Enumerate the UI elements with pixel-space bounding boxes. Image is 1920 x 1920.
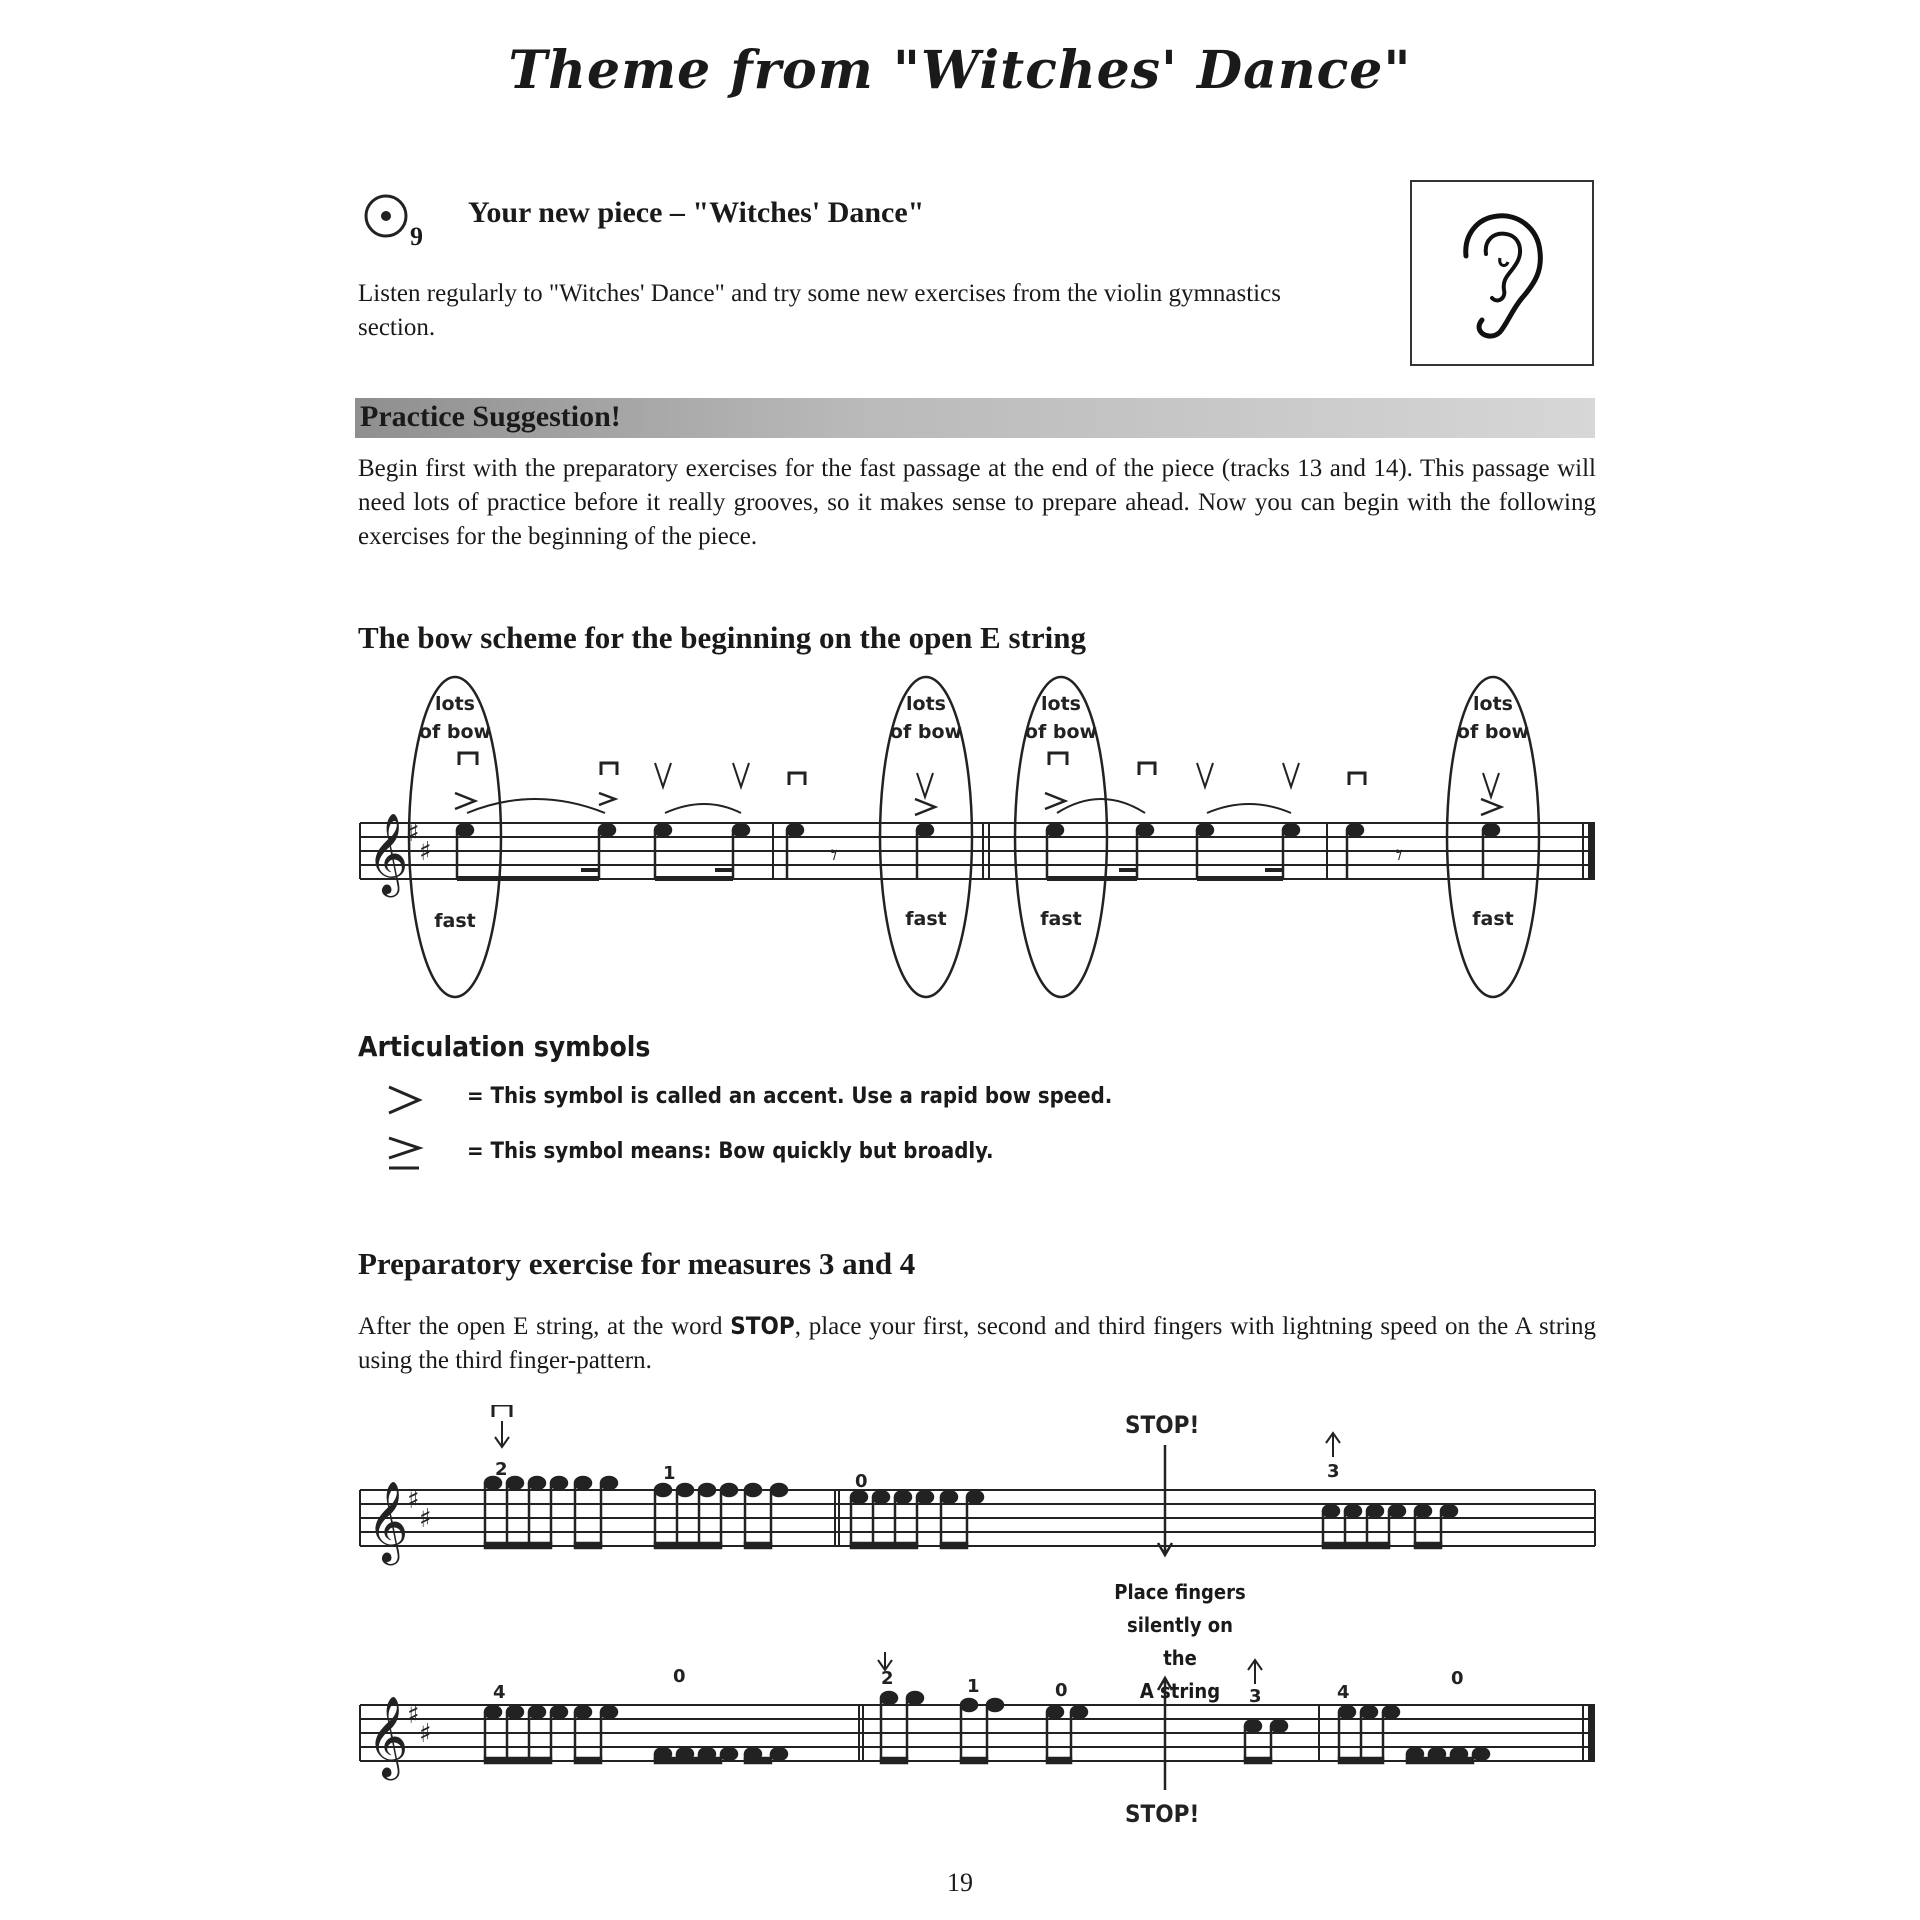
preparatory-text: After the open E string, at the word STOP, place your first, second and third fingers with lightning speed on the A string using the third finger-pattern. xyxy=(358,1312,1596,1374)
note-head xyxy=(551,1706,567,1718)
broad-accent-description: = This symbol means: Bow quickly but broadly. xyxy=(467,1139,994,1164)
note-head xyxy=(1047,1706,1063,1718)
track-number: 9 xyxy=(410,222,423,251)
broad-accent-icon xyxy=(385,1134,425,1174)
note-head xyxy=(507,1477,523,1489)
preparatory-heading: Preparatory exercise for measures 3 and 4 xyxy=(358,1246,916,1281)
note-beam xyxy=(575,1758,601,1763)
note-beam xyxy=(851,1543,917,1548)
oval-label-bottom: fast xyxy=(434,910,476,932)
oval-label-top: of bow xyxy=(1024,721,1098,743)
exercise-staff-1 xyxy=(355,1405,1605,1580)
note-head xyxy=(987,1699,1003,1711)
note-beam xyxy=(655,1758,721,1763)
practice-heading: Practice Suggestion! xyxy=(360,400,621,433)
svg-text:♯: ♯ xyxy=(407,1700,420,1730)
svg-text:♯: ♯ xyxy=(407,1485,420,1515)
treble-clef: 𝄞 xyxy=(367,812,409,894)
note-head xyxy=(485,1706,501,1718)
oval-label-top: of bow xyxy=(418,721,492,743)
note-head xyxy=(1415,1505,1431,1517)
fingering: 4 xyxy=(1337,1682,1350,1703)
fingering: 1 xyxy=(967,1676,980,1697)
exercise-staff-2 xyxy=(355,1640,1605,1840)
note-beam xyxy=(745,1758,771,1763)
svg-text:𝄞: 𝄞 xyxy=(367,1695,409,1777)
note-head xyxy=(881,1692,897,1704)
ear-icon xyxy=(1412,182,1592,364)
svg-text:𝄾: 𝄾 xyxy=(1395,838,1403,873)
note-head xyxy=(1271,1720,1287,1732)
note-beam xyxy=(961,1758,987,1763)
note-head xyxy=(1071,1706,1087,1718)
fingering: 0 xyxy=(1055,1680,1068,1701)
svg-text:♯: ♯ xyxy=(407,818,420,848)
note-head xyxy=(1383,1706,1399,1718)
note-head xyxy=(601,1477,617,1489)
oval-label-bottom: fast xyxy=(905,908,947,930)
page-number: 19 xyxy=(947,1868,973,1897)
fingering: 4 xyxy=(493,1682,506,1703)
note-head xyxy=(677,1484,693,1496)
note-head xyxy=(721,1748,737,1760)
note-head xyxy=(1389,1505,1405,1517)
oval-label-top: of bow xyxy=(889,721,963,743)
note-beam xyxy=(575,1543,601,1548)
note-head xyxy=(771,1748,787,1760)
note-head xyxy=(507,1706,523,1718)
articulation-heading: Articulation symbols xyxy=(358,1030,651,1063)
intro-text: Listen regularly to "Witches' Dance" and try some new exercises from the violin gymnastics section. xyxy=(358,280,1281,341)
oval-label-top: lots xyxy=(1041,693,1081,715)
bow-scheme-heading: The bow scheme for the beginning on the open E string xyxy=(358,620,1086,655)
fingering: 3 xyxy=(1249,1686,1262,1707)
note-head xyxy=(575,1706,591,1718)
note-beam xyxy=(941,1543,967,1548)
place-fingers-note: Place fingers silently on the A string xyxy=(1114,1580,1246,1703)
fingering: 2 xyxy=(495,1459,508,1480)
note-head xyxy=(771,1484,787,1496)
practice-banner xyxy=(355,398,1595,438)
bow-scheme-staff xyxy=(355,665,1605,1010)
note-head xyxy=(917,1491,933,1503)
note-head xyxy=(721,1484,737,1496)
note-beam xyxy=(1245,1758,1271,1763)
note-beam xyxy=(745,1543,771,1548)
note-head xyxy=(1367,1505,1383,1517)
oval-label-bottom: fast xyxy=(1040,908,1082,930)
stop-label: STOP! xyxy=(1125,1800,1200,1828)
note-beam xyxy=(1415,1543,1441,1548)
fingering: 2 xyxy=(881,1668,894,1689)
note-head xyxy=(967,1491,983,1503)
piece-heading: Your new piece – "Witches' Dance" xyxy=(468,196,925,229)
fingering: 0 xyxy=(855,1471,868,1492)
note-head xyxy=(941,1491,957,1503)
note-head xyxy=(1339,1706,1355,1718)
note-head xyxy=(1441,1505,1457,1517)
cd-track-icon xyxy=(362,192,410,240)
note-beam xyxy=(485,1543,551,1548)
oval-label-top: lots xyxy=(906,693,946,715)
oval-label-top: of bow xyxy=(1456,721,1530,743)
note-head xyxy=(851,1491,867,1503)
note-beam xyxy=(1339,1758,1383,1763)
svg-text:♯: ♯ xyxy=(419,1719,432,1749)
accent-description: = This symbol is called an accent. Use a rapid bow speed. xyxy=(467,1084,1113,1109)
note-head xyxy=(1245,1720,1261,1732)
note-head xyxy=(1361,1706,1377,1718)
svg-text:♯: ♯ xyxy=(419,1504,432,1534)
svg-text:𝄞: 𝄞 xyxy=(367,1480,409,1562)
note-head xyxy=(551,1477,567,1489)
note-beam xyxy=(1323,1543,1389,1548)
fingering: 0 xyxy=(1451,1668,1464,1689)
svg-text:♯: ♯ xyxy=(419,837,432,867)
note-beam xyxy=(655,1543,721,1548)
note-head xyxy=(529,1477,545,1489)
note-beam xyxy=(485,1758,551,1763)
fingering: 0 xyxy=(673,1666,686,1687)
oval-label-bottom: fast xyxy=(1472,908,1514,930)
note-head xyxy=(895,1491,911,1503)
note-head xyxy=(907,1692,923,1704)
note-head xyxy=(873,1491,889,1503)
note-beam xyxy=(1047,1758,1071,1763)
note-head xyxy=(745,1484,761,1496)
note-head xyxy=(575,1477,591,1489)
note-beam xyxy=(881,1758,907,1763)
note-beam xyxy=(1407,1758,1473,1763)
accent-icon xyxy=(385,1083,425,1117)
oval-label-top: lots xyxy=(1473,693,1513,715)
ear-box xyxy=(1410,180,1594,366)
fingering: 3 xyxy=(1327,1461,1340,1482)
note-head xyxy=(601,1706,617,1718)
page-title: Theme from "Witches' Dance" xyxy=(508,40,1412,101)
note-head xyxy=(655,1484,671,1496)
practice-text: Begin first with the preparatory exercises for the fast passage at the end of the piece (tracks 13 and 14). This passage will need lots of practice before it really grooves, so it makes sense to prepare ahead. Now you can begin with the following exercises for the beginning of the piece. xyxy=(358,455,1596,550)
note-head xyxy=(1345,1505,1361,1517)
stop-word: STOP xyxy=(730,1312,795,1340)
note-head xyxy=(699,1484,715,1496)
note-head xyxy=(961,1699,977,1711)
stop-label: STOP! xyxy=(1125,1411,1200,1439)
svg-text:𝄾: 𝄾 xyxy=(830,838,838,873)
note-head xyxy=(1323,1505,1339,1517)
note-head xyxy=(1473,1748,1489,1760)
oval-label-top: lots xyxy=(435,693,475,715)
note-head xyxy=(529,1706,545,1718)
fingering: 1 xyxy=(663,1463,676,1484)
